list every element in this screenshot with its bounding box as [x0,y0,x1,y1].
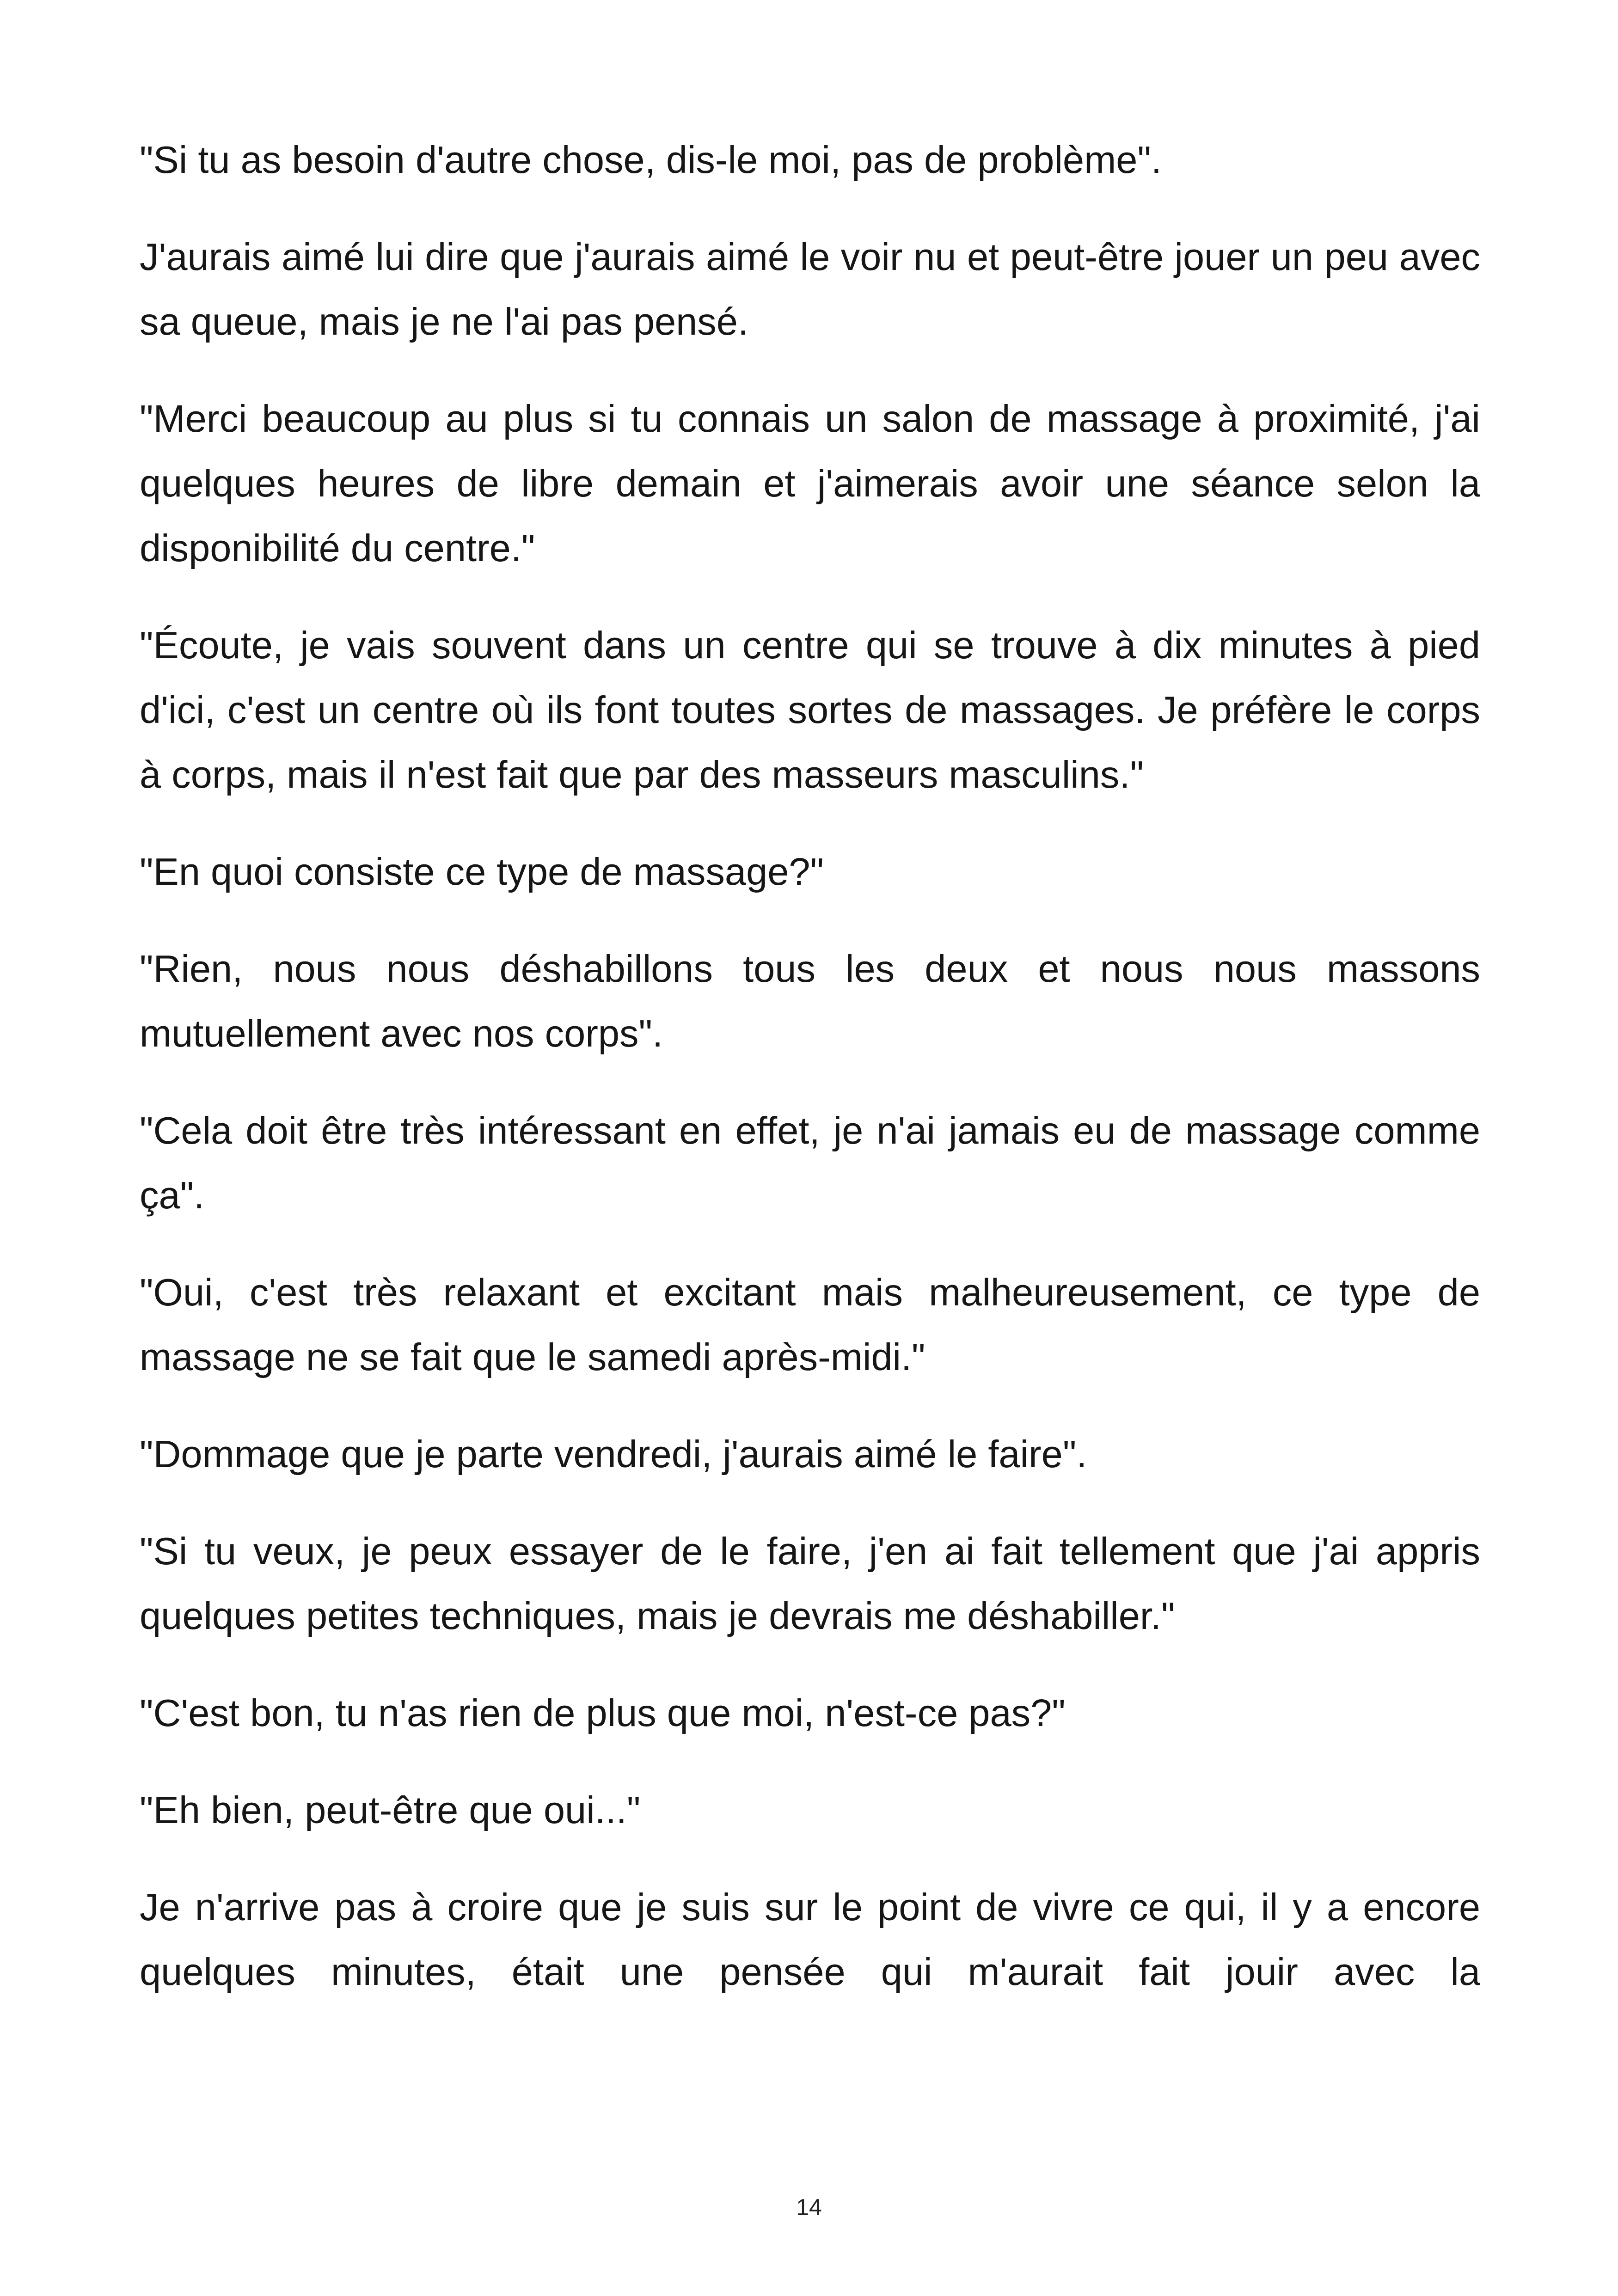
paragraph: "Cela doit être très intéressant en effet, je n'ai jamais eu de massage comme ça". [140,1109,1480,1217]
paragraph: "Dommage que je parte vendredi, j'aurais aimé le faire". [140,1433,1087,1476]
paragraph: "Oui, c'est très relaxant et excitant mais malheureusement, ce type de massage ne se fait que le samedi après-midi." [140,1271,1480,1378]
paragraph: "Si tu veux, je peux essayer de le faire, j'en ai fait tellement que j'ai appris quelques petites techniques, mais je devrais me déshabiller." [140,1530,1480,1637]
paragraph: Je n'arrive pas à croire que je suis sur le point de vivre ce qui, il y a encore quelques minutes, était une pensée qui m'aurait fait jouir avec la [140,1886,1480,1993]
paragraph: "Eh bien, peut-être que oui..." [140,1788,641,1831]
paragraph: "Écoute, je vais souvent dans un centre qui se trouve à dix minutes à pied d'ici, c'est un centre où ils font toutes sortes de massages. Je préfère le corps à corps, mais il n'est fait que par des masseurs masculins." [140,624,1480,796]
paragraph: "En quoi consiste ce type de massage?" [140,850,824,893]
paragraph: "Merci beaucoup au plus si tu connais un salon de massage à proximité, j'ai quelques heures de libre demain et j'aimerais avoir une séance selon la disponibilité du centre." [140,397,1480,569]
paragraph: "Si tu as besoin d'autre chose, dis-le moi, pas de problème". [140,138,1162,181]
paragraph: "Rien, nous nous déshabillons tous les deux et nous nous massons mutuellement avec nos corps". [140,947,1480,1055]
paragraph: J'aurais aimé lui dire que j'aurais aimé le voir nu et peut-être jouer un peu avec sa queue, mais je ne l'ai pas pensé. [140,235,1480,343]
paragraph: "C'est bon, tu n'as rien de plus que moi, n'est-ce pas?" [140,1691,1066,1734]
text-column [140,128,1480,2037]
page-number: 14 [796,2194,822,2220]
